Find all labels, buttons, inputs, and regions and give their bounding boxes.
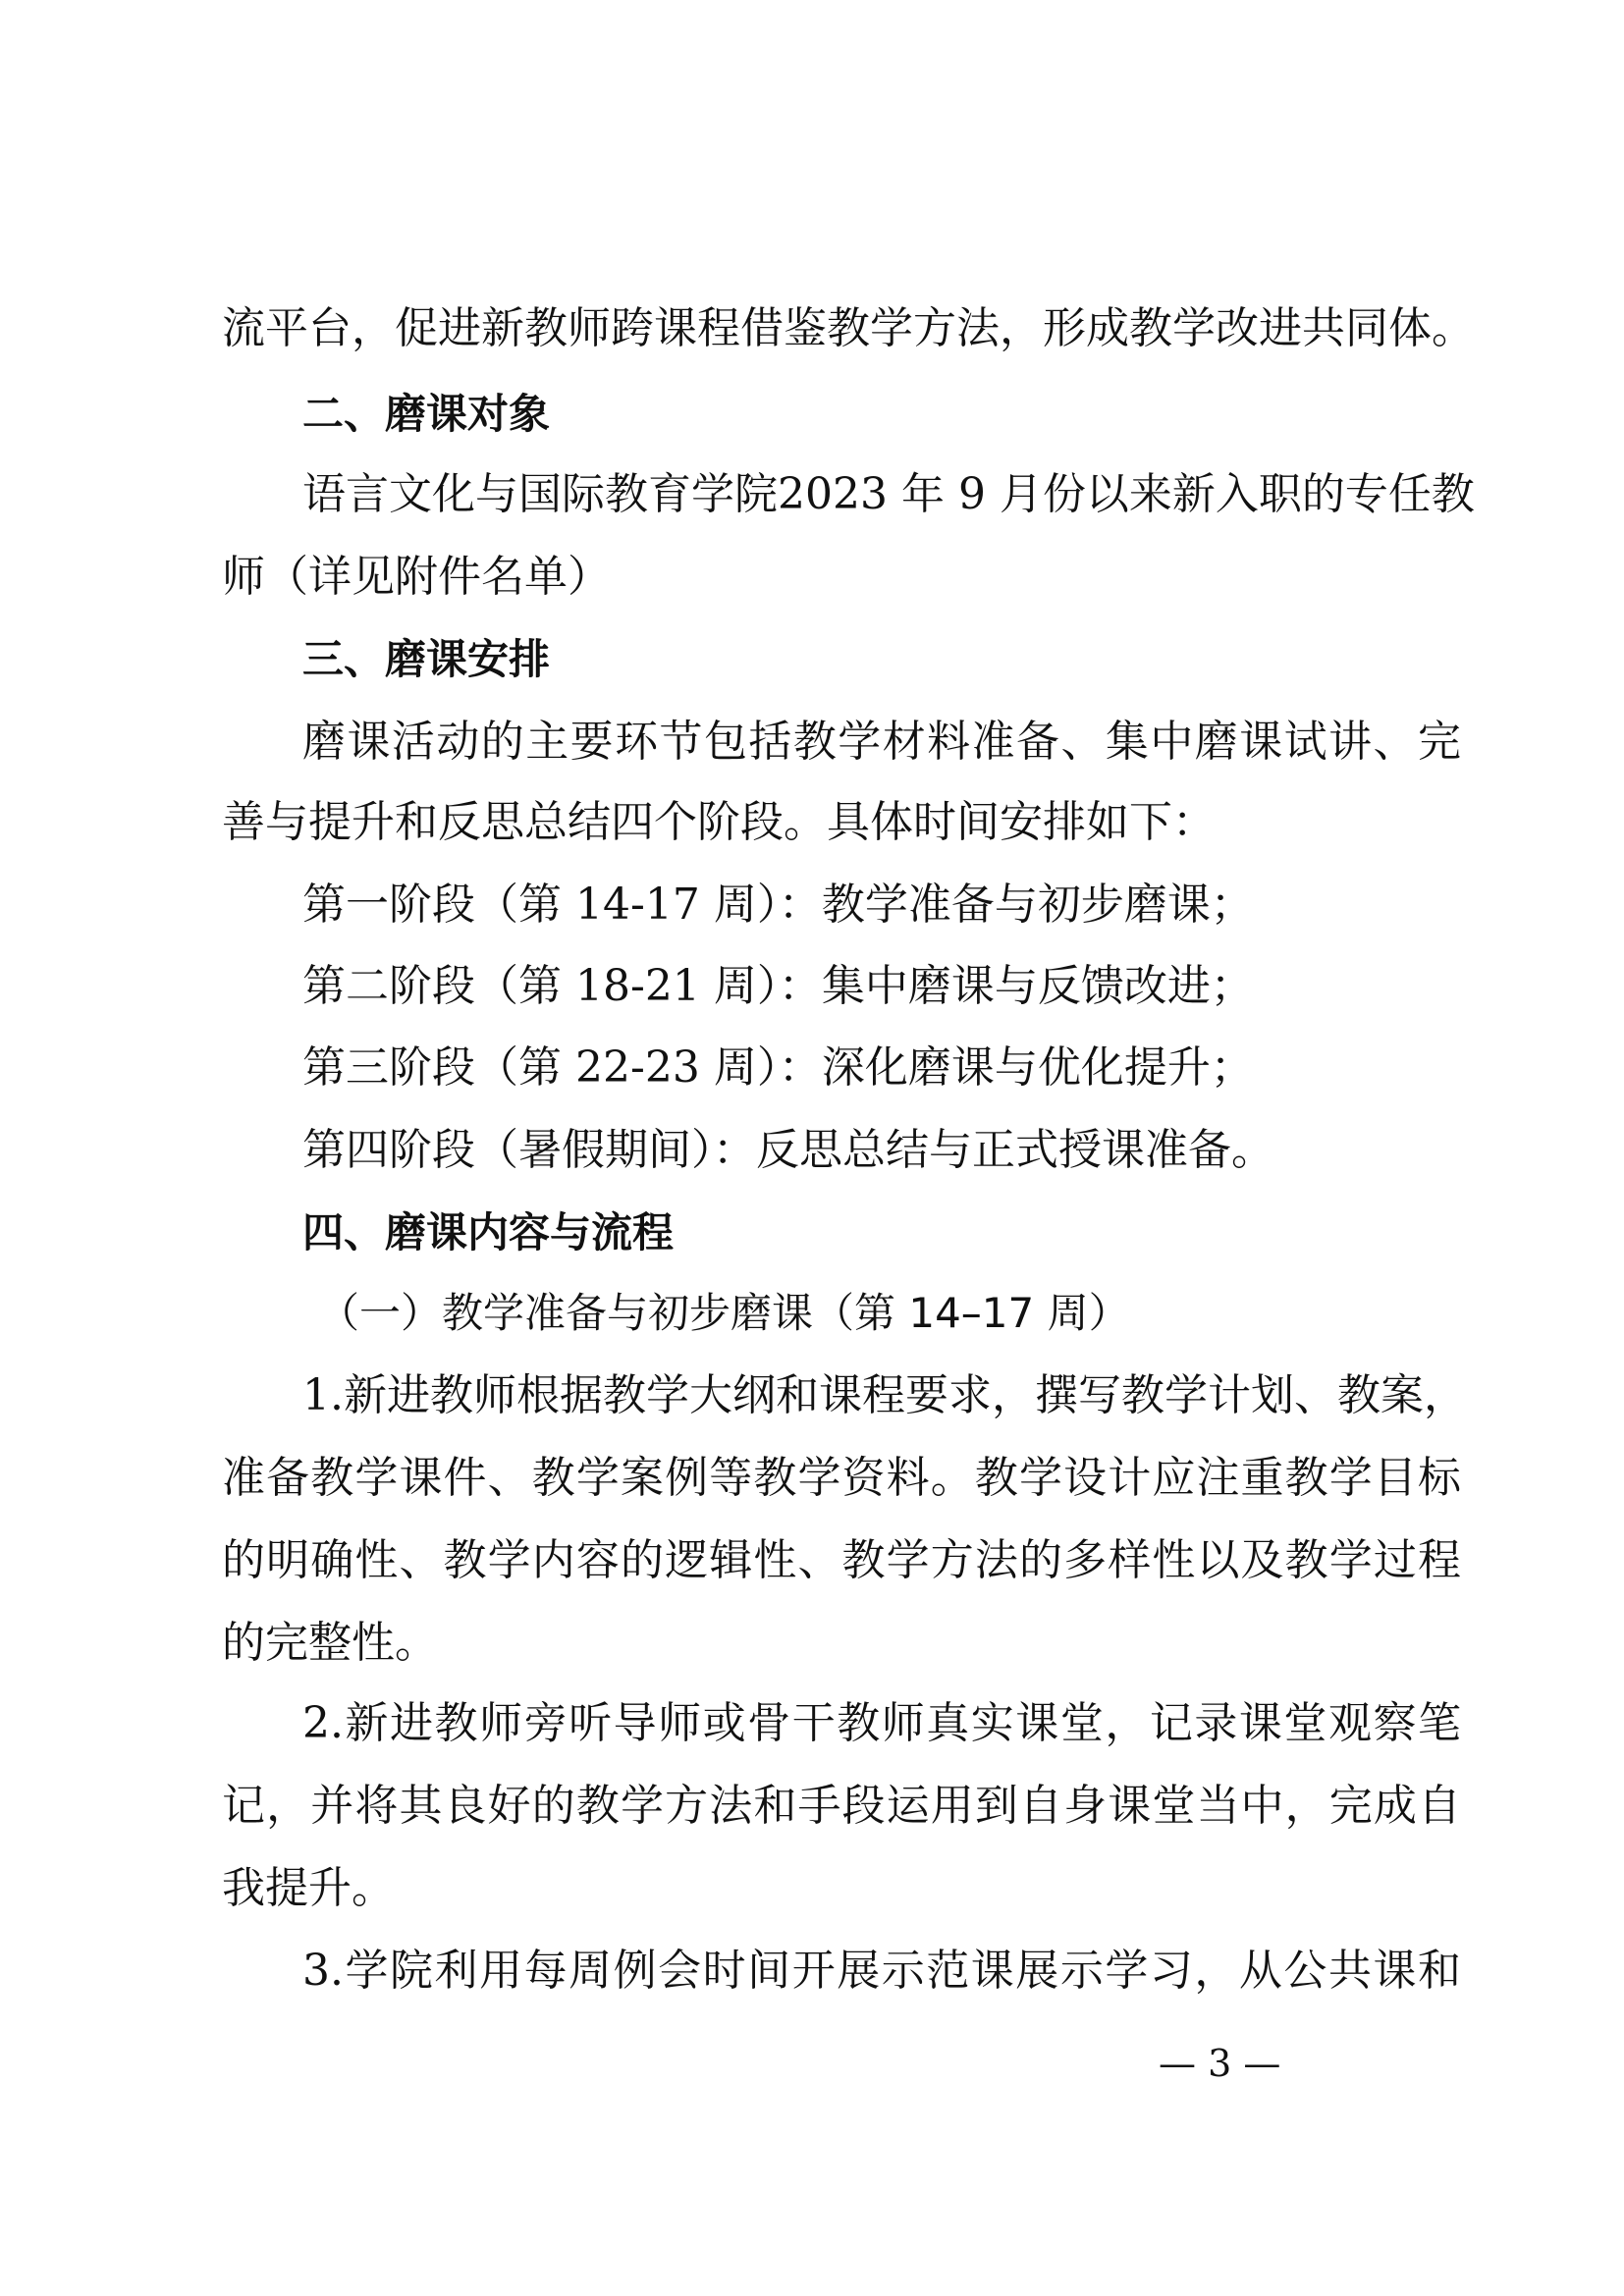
schedule-item: 第三阶段（第 22-23 周）：深化磨课与优化提升； [302, 1042, 1254, 1093]
paragraph-line: 善与提升和反思总结四个阶段。具体时间安排如下： [222, 797, 1216, 847]
paragraph-line: 语言文化与国际教育学院2023 年 9 月份以来新入职的专任教 [302, 469, 1475, 519]
paragraph-line: 流平台，促进新教师跨课程借鉴教学方法，形成教学改进共同体。 [222, 303, 1475, 353]
schedule-item: 第四阶段（暑假期间）：反思总结与正式授课准备。 [302, 1125, 1274, 1175]
paragraph-line: 的明确性、教学内容的逻辑性、教学方法的多样性以及教学过程 [222, 1535, 1461, 1585]
schedule-item: 第一阶段（第 14-17 周）：教学准备与初步磨课； [302, 880, 1254, 930]
paragraph-line: 磨课活动的主要环节包括教学材料准备、集中磨课试讲、完 [302, 717, 1461, 767]
section-heading-arrangement: 三、磨课安排 [302, 635, 551, 683]
paragraph-line: 记，并将其良好的教学方法和手段运用到自身课堂当中，完成自 [222, 1781, 1461, 1831]
paragraph-line: 准备教学课件、教学案例等教学资料。教学设计应注重教学目标 [222, 1453, 1461, 1503]
paragraph-line: 我提升。 [222, 1863, 395, 1913]
section-heading-content: 四、磨课内容与流程 [302, 1208, 675, 1256]
paragraph-line: 3.学院利用每周例会时间开展示范课展示学习，从公共课和 [302, 1946, 1461, 1996]
paragraph-line: 师（详见附件名单） [222, 552, 611, 602]
section-heading-objects: 二、磨课对象 [302, 390, 551, 438]
page-number: — 3 — [1159, 2042, 1281, 2085]
paragraph-line: 的完整性。 [222, 1618, 438, 1668]
subsection-heading: （一）教学准备与初步磨课（第 14–17 周） [318, 1289, 1130, 1337]
schedule-item: 第二阶段（第 18-21 周）：集中磨课与反馈改进； [302, 961, 1254, 1011]
paragraph-line: 1.新进教师根据教学大纲和课程要求，撰写教学计划、教案， [302, 1370, 1467, 1420]
paragraph-line: 2.新进教师旁听导师或骨干教师真实课堂，记录课堂观察笔 [302, 1698, 1461, 1748]
